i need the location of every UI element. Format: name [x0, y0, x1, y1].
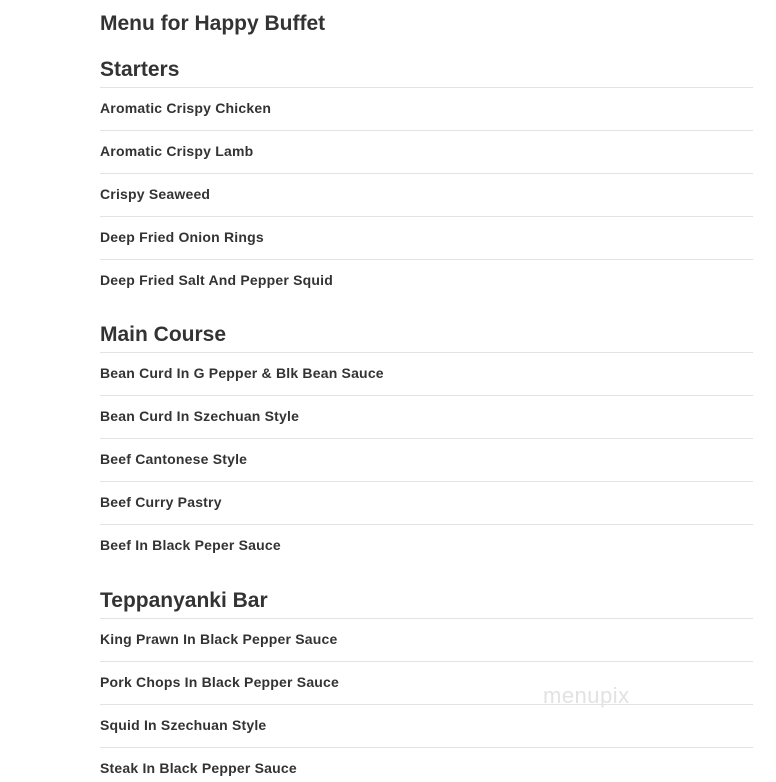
section-starters	[100, 53, 753, 302]
menu-item[interactable]: Aromatic Crispy Lamb	[100, 131, 753, 174]
section-teppanyanki-bar	[100, 584, 753, 782]
menu-item[interactable]: Squid In Szechuan Style	[100, 705, 753, 748]
menu-item[interactable]: King Prawn In Black Pepper Sauce	[100, 619, 753, 662]
section-title: Main Course	[100, 318, 753, 353]
menu-item[interactable]: Deep Fried Salt And Pepper Squid	[100, 272, 334, 288]
section-title: Teppanyanki Bar	[100, 584, 753, 619]
section-title: Starters	[100, 53, 753, 88]
menu-item[interactable]: Pork Chops In Black Pepper Sauce	[100, 662, 753, 705]
page-title: Menu for Happy Buffet	[100, 12, 326, 35]
menu-item[interactable]: Deep Fried Onion Rings	[100, 217, 753, 260]
menu-item[interactable]: Bean Curd In Szechuan Style	[100, 396, 753, 439]
menu-item[interactable]: Beef Cantonese Style	[100, 439, 753, 482]
menupix-watermark: menupix	[543, 683, 630, 708]
menu-item[interactable]: Bean Curd In G Pepper & Blk Bean Sauce	[100, 353, 753, 396]
menu-item[interactable]: Steak In Black Pepper Sauce	[100, 760, 297, 776]
section-main-course	[100, 318, 753, 567]
menu-item[interactable]: Beef In Black Peper Sauce	[100, 537, 281, 553]
menu-item[interactable]: Crispy Seaweed	[100, 174, 753, 217]
menu-item[interactable]: Beef Curry Pastry	[100, 482, 753, 525]
menu-item[interactable]: Aromatic Crispy Chicken	[100, 88, 753, 131]
